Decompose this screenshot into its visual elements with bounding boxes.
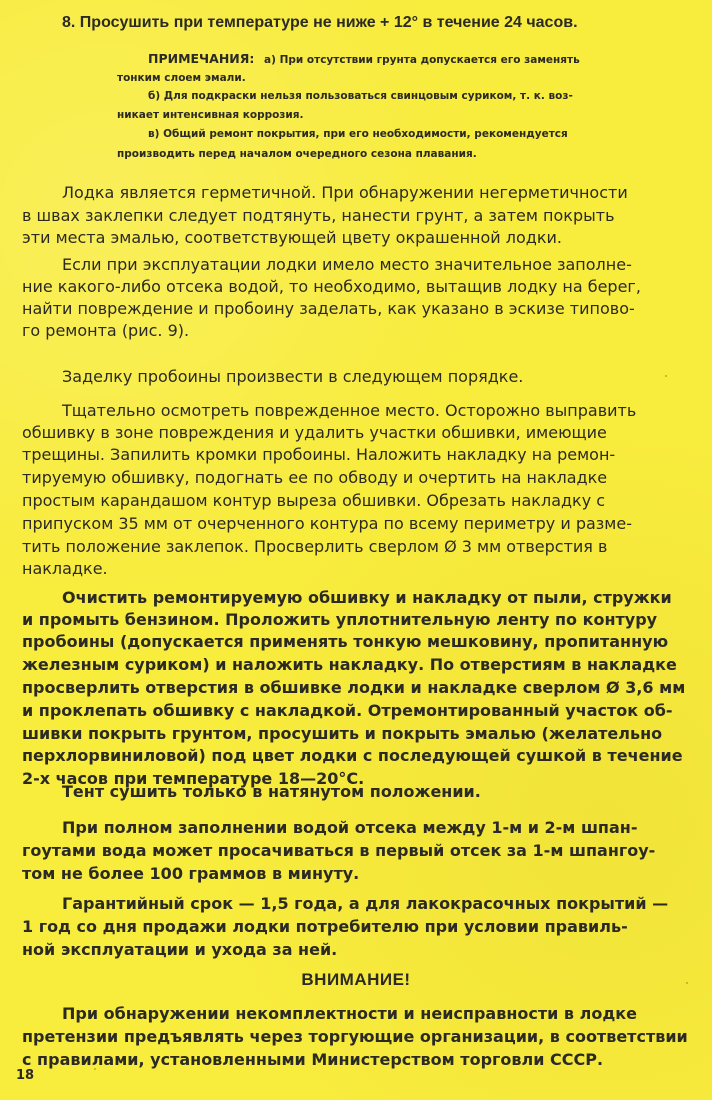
paragraph-4-line-4: тируемую обшивку, подогнать ее по обводу и очертить на накладке	[22, 468, 608, 487]
note-c-line-1: в) Общий ремонт покрытия, при его необходимости, рекомендуется	[148, 128, 568, 140]
paragraph-7-line-2: гоутами вода может просачиваться в первый отсек за 1-м шпангоу-	[22, 841, 656, 860]
paragraph-4-line-3: трещины. Запилить кромки пробоины. Наложить накладку на ремон-	[22, 445, 616, 464]
paragraph-4-line-2: обшивку в зоне повреждения и удалить участки обшивки, имеющие	[22, 423, 607, 442]
paragraph-2-line-2: ние какого-либо отсека водой, то необходимо, вытащив лодку на берег,	[22, 277, 641, 296]
paper-speck	[94, 1068, 96, 1070]
paragraph-5-line-4: железным суриком) и наложить накладку. По отверстиям в накладке	[22, 655, 677, 674]
note-b-line-1: б) Для подкраски нельзя пользоваться свинцовым суриком, т. к. воз-	[148, 90, 573, 102]
page-number: 18	[16, 1068, 35, 1083]
note-c-line-2: производить перед началом очередного сезона плавания.	[117, 148, 477, 160]
paper-speck	[686, 982, 688, 984]
paragraph-9-line-3: с правилами, установленными Министерством торговли СССР.	[22, 1050, 604, 1069]
paragraph-8-line-2: 1 год со дня продажи лодки потребителю при условии правиль-	[22, 917, 628, 936]
paragraph-5-line-2: и промыть бензином. Проложить уплотнительную ленту по контуру	[22, 610, 658, 629]
note-a-line-2: тонким слоем эмали.	[117, 72, 246, 84]
paragraph-1-line-3: эти места эмалью, соответствующей цвету окрашенной лодки.	[22, 228, 562, 247]
drying-step: 8. Просушить при температуре не ниже + 12° в течение 24 часов.	[62, 14, 578, 31]
paragraph-4-line-7: тить положение заклепок. Просверлить сверлом Ø 3 мм отверстия в	[22, 537, 608, 556]
paragraph-7-line-1: При полном заполнении водой отсека между 1-м и 2-м шпан-	[62, 818, 638, 837]
paragraph-9-line-1: При обнаружении некомплектности и неисправности в лодке	[62, 1004, 637, 1023]
paragraph-4-line-6: припуском 35 мм от очерченного контура по всему периметру и разме-	[22, 514, 632, 533]
paragraph-5-line-8: перхлорвиниловой) под цвет лодки с последующей сушкой в течение	[22, 746, 683, 765]
paragraph-8-line-3: ной эксплуатации и ухода за ней.	[22, 940, 338, 959]
paragraph-4-line-1: Тщательно осмотреть поврежденное место. Осторожно выправить	[62, 401, 637, 420]
paragraph-1-line-1: Лодка является герметичной. При обнаружении негерметичности	[62, 183, 628, 202]
paragraph-4-line-8: накладке.	[22, 559, 108, 578]
note-b-line-2: никает интенсивная коррозия.	[117, 109, 304, 121]
note-a-text: а) При отсутствии грунта допускается его заменять	[264, 54, 580, 66]
attention-heading: ВНИМАНИЕ!	[301, 970, 411, 989]
paragraph-2-line-1: Если при эксплуатации лодки имело место значительное заполне-	[62, 255, 632, 274]
paragraph-7-line-3: том не более 100 граммов в минуту.	[22, 864, 360, 883]
paragraph-5-line-3: пробоины (допускается применять тонкую мешковину, пропитанную	[22, 632, 669, 651]
paragraph-5-line-6: и проклепать обшивку с накладкой. Отремонтированный участок об-	[22, 701, 673, 720]
paragraph-4-line-5: простым карандашом контур выреза обшивки. Обрезать накладку с	[22, 491, 606, 510]
paragraph-5-line-5: просверлить отверстия в обшивке лодки и накладке сверлом Ø 3,6 мм	[22, 678, 686, 697]
paragraph-3-line-1: Заделку пробоины произвести в следующем порядке.	[62, 367, 524, 386]
paragraph-5-line-7: шивки покрыть грунтом, просушить и покрыть эмалью (желательно	[22, 724, 663, 743]
note-a-line-1	[148, 53, 700, 66]
paragraph-1-line-2: в швах заклепки следует подтянуть, нанести грунт, а затем покрыть	[22, 206, 615, 225]
paragraph-2-line-4: го ремонта (рис. 9).	[22, 321, 190, 340]
paragraph-2-line-3: найти повреждение и пробоину заделать, как указано в эскизе типово-	[22, 299, 635, 318]
paragraph-9-line-2: претензии предъявлять через торгующие организации, в соответствии	[22, 1027, 688, 1046]
notes-label: ПРИМЕЧАНИЯ:	[148, 51, 255, 66]
paragraph-8-line-1: Гарантийный срок — 1,5 года, а для лакокрасочных покрытий —	[62, 894, 669, 913]
paragraph-5-line-1: Очистить ремонтируемую обшивку и накладку от пыли, стружки	[62, 588, 672, 607]
paragraph-6-line-1: Тент сушить только в натянутом положении.	[62, 782, 481, 801]
paragraph-5-line-9: 2-х часов при температуре 18—20°С.	[22, 769, 365, 788]
paper-speck	[665, 375, 667, 377]
